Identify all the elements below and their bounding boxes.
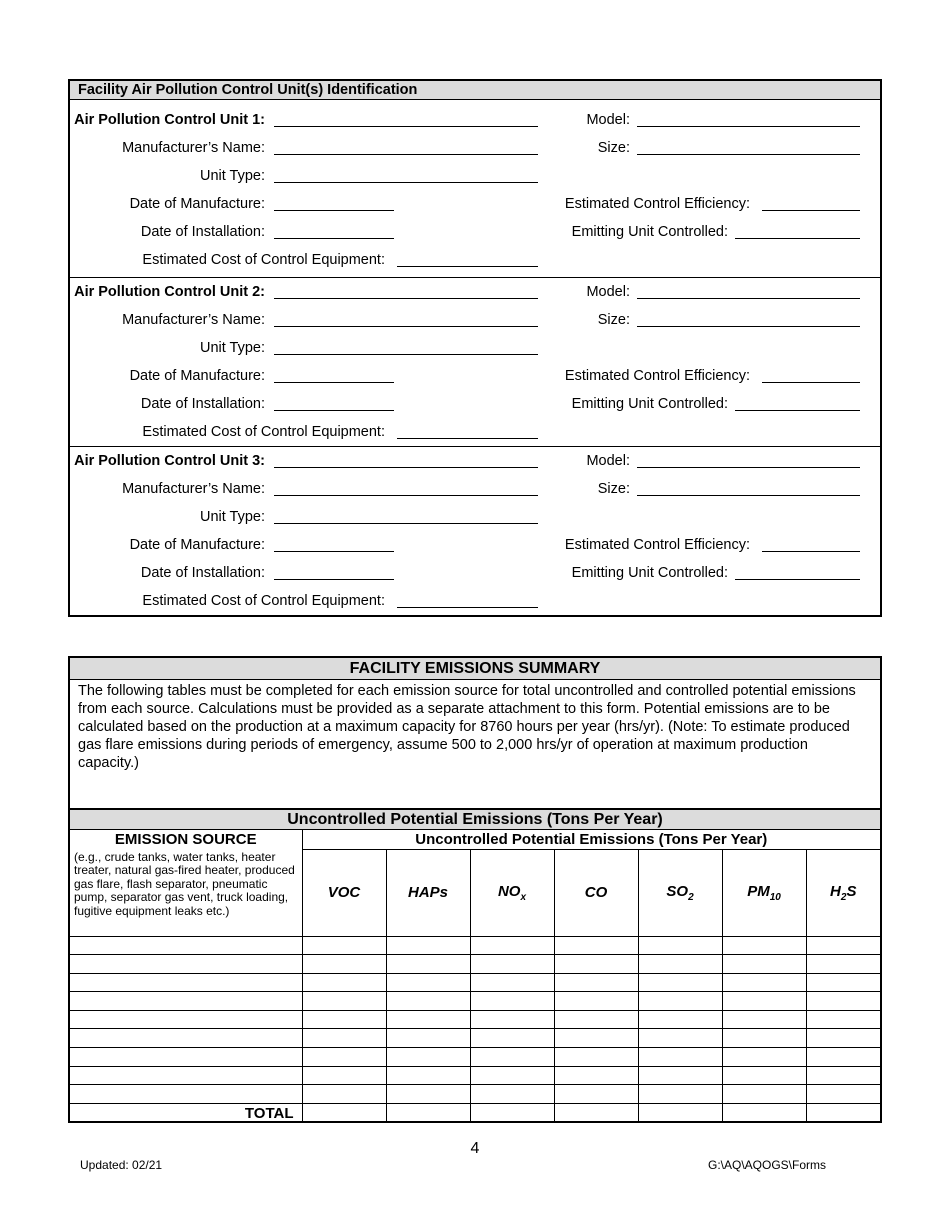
table-cell[interactable]	[554, 936, 638, 955]
size-label: Size:	[597, 140, 630, 156]
table-cell[interactable]	[470, 1066, 554, 1085]
pollutant-base: NO	[497, 882, 521, 900]
group-header: Uncontrolled Potential Emissions (Tons Per Year)	[302, 830, 880, 850]
table-cell[interactable]	[470, 1029, 554, 1048]
table-row	[70, 1048, 880, 1067]
uncontrolled-emissions-table	[70, 830, 880, 1123]
table-cell[interactable]	[386, 992, 470, 1011]
form-row	[70, 306, 880, 334]
total-cell[interactable]	[722, 1103, 806, 1123]
estimated-control-efficiency-label: Estimated Control Efficiency:	[564, 196, 750, 212]
table-cell[interactable]	[554, 973, 638, 992]
form-row	[70, 559, 880, 587]
table-row	[70, 973, 880, 992]
table-cell[interactable]	[302, 973, 386, 992]
estimated-cost-label: Estimated Cost of Control Equipment:	[142, 593, 385, 609]
emissions-summary-section	[68, 656, 882, 1123]
total-cell[interactable]	[638, 1103, 722, 1123]
estimated-cost-field[interactable]	[397, 422, 538, 439]
pollutant-tail: S	[846, 882, 857, 900]
table-cell[interactable]	[806, 1066, 880, 1085]
pollutant-subscript: 2	[840, 891, 847, 903]
table-row	[70, 1029, 880, 1048]
total-label: TOTAL	[70, 1103, 302, 1123]
table-cell[interactable]	[386, 1010, 470, 1029]
unit-name-label: Air Pollution Control Unit 3:	[74, 453, 265, 469]
table-cell[interactable]	[470, 1048, 554, 1067]
form-row	[70, 218, 880, 246]
emitting-unit-controlled-label: Emitting Unit Controlled:	[571, 565, 728, 581]
control-unit-identification-section	[68, 79, 882, 617]
table-cell[interactable]	[386, 1029, 470, 1048]
table-cell[interactable]	[638, 992, 722, 1011]
table-cell[interactable]	[554, 1085, 638, 1104]
table-cell[interactable]	[722, 992, 806, 1011]
table-cell[interactable]	[722, 1066, 806, 1085]
control-unit-3	[70, 446, 880, 615]
total-cell[interactable]	[470, 1103, 554, 1123]
form-row	[70, 246, 880, 274]
date-of-installation-field[interactable]	[274, 394, 394, 411]
date-of-manufacture-field[interactable]	[274, 194, 394, 211]
control-unit-1	[70, 100, 880, 277]
table-cell[interactable]	[722, 1010, 806, 1029]
table-cell[interactable]	[386, 1085, 470, 1104]
form-row	[70, 162, 880, 190]
updated-date: Updated: 02/21	[80, 1158, 163, 1172]
model-field[interactable]	[637, 451, 860, 468]
table-cell[interactable]	[554, 1029, 638, 1048]
estimated-control-efficiency-field[interactable]	[762, 194, 860, 211]
model-label: Model:	[586, 284, 630, 300]
pollutant-base: SO	[666, 882, 689, 900]
date-of-installation-label: Date of Installation:	[140, 396, 265, 412]
pollutant-header-haps	[386, 850, 470, 937]
table-cell[interactable]	[806, 1085, 880, 1104]
table-cell[interactable]	[638, 955, 722, 974]
emissions-table-title: Uncontrolled Potential Emissions (Tons Per Year)	[70, 808, 880, 830]
total-cell[interactable]	[806, 1103, 880, 1123]
table-cell[interactable]	[722, 936, 806, 955]
unit-type-field[interactable]	[274, 507, 538, 524]
pollutant-base: H	[830, 882, 841, 900]
estimated-cost-field[interactable]	[397, 591, 538, 608]
pollutant-subscript: 10	[769, 891, 781, 903]
form-row	[70, 503, 880, 531]
pollutant-header-so2	[638, 850, 722, 937]
table-cell[interactable]	[638, 1066, 722, 1085]
manufacturer-name-field[interactable]	[274, 310, 538, 327]
table-cell[interactable]	[70, 1029, 302, 1048]
table-row	[70, 1085, 880, 1104]
table-cell[interactable]	[638, 1029, 722, 1048]
table-cell[interactable]	[302, 955, 386, 974]
date-of-manufacture-label: Date of Manufacture:	[129, 196, 265, 212]
pollutant-header-co	[554, 850, 638, 937]
table-cell[interactable]	[70, 992, 302, 1011]
estimated-cost-field[interactable]	[397, 250, 538, 267]
table-cell[interactable]	[302, 936, 386, 955]
table-cell[interactable]	[722, 955, 806, 974]
emitting-unit-controlled-field[interactable]	[735, 222, 860, 239]
emission-source-description: (e.g., crude tanks, water tanks, heater treater, natural gas-fired heater, produced gas flare, flash separator, pneumatic pump, separator gas vent, truck loading, fugitive equipment leaks etc.)	[70, 850, 302, 937]
size-label: Size:	[597, 312, 630, 328]
table-cell[interactable]	[470, 955, 554, 974]
estimated-cost-label: Estimated Cost of Control Equipment:	[142, 252, 385, 268]
table-cell[interactable]	[722, 973, 806, 992]
unit-name-label: Air Pollution Control Unit 2:	[74, 284, 265, 300]
table-cell[interactable]	[806, 955, 880, 974]
table-cell[interactable]	[638, 1048, 722, 1067]
table-cell[interactable]	[806, 992, 880, 1011]
table-cell[interactable]	[470, 1010, 554, 1029]
size-field[interactable]	[637, 138, 860, 155]
table-cell[interactable]	[70, 1010, 302, 1029]
table-cell[interactable]	[70, 1048, 302, 1067]
pollutant-header-voc	[302, 850, 386, 937]
form-row	[70, 447, 880, 475]
table-cell[interactable]	[806, 936, 880, 955]
total-cell[interactable]	[554, 1103, 638, 1123]
estimated-control-efficiency-label: Estimated Control Efficiency:	[564, 537, 750, 553]
estimated-control-efficiency-field[interactable]	[762, 535, 860, 552]
model-field[interactable]	[637, 110, 860, 127]
table-cell[interactable]	[722, 1029, 806, 1048]
model-label: Model:	[586, 112, 630, 128]
table-cell[interactable]	[302, 1048, 386, 1067]
size-label: Size:	[597, 481, 630, 497]
unit-name-field[interactable]	[274, 110, 538, 127]
date-of-installation-label: Date of Installation:	[140, 565, 265, 581]
table-cell[interactable]	[638, 1010, 722, 1029]
table-cell[interactable]	[70, 936, 302, 955]
table-row	[70, 1066, 880, 1085]
manufacturer-name-field[interactable]	[274, 138, 538, 155]
form-row	[70, 587, 880, 615]
table-cell[interactable]	[302, 992, 386, 1011]
table-cell[interactable]	[806, 1048, 880, 1067]
table-cell[interactable]	[70, 973, 302, 992]
total-cell[interactable]	[386, 1103, 470, 1123]
file-path: G:\AQ\AQOGS\Forms	[707, 1158, 826, 1172]
table-cell[interactable]	[386, 1066, 470, 1085]
page-number: 4	[470, 1140, 480, 1157]
form-row	[70, 390, 880, 418]
table-cell[interactable]	[638, 973, 722, 992]
units-container	[70, 100, 880, 615]
unit-type-field[interactable]	[274, 338, 538, 355]
unit-name-label: Air Pollution Control Unit 1:	[74, 112, 265, 128]
estimated-control-efficiency-label: Estimated Control Efficiency:	[564, 368, 750, 384]
pollutant-header-nox	[470, 850, 554, 937]
date-of-installation-label: Date of Installation:	[140, 224, 265, 240]
table-cell[interactable]	[302, 1029, 386, 1048]
table-row	[70, 992, 880, 1011]
table-cell[interactable]	[386, 936, 470, 955]
table-cell[interactable]	[302, 1066, 386, 1085]
date-of-manufacture-field[interactable]	[274, 366, 394, 383]
pollutant-base: VOC	[327, 884, 361, 902]
form-row	[70, 134, 880, 162]
size-field[interactable]	[637, 310, 860, 327]
table-row	[70, 1010, 880, 1029]
emitting-unit-controlled-label: Emitting Unit Controlled:	[571, 396, 728, 412]
form-row	[70, 190, 880, 218]
unit-name-field[interactable]	[274, 451, 538, 468]
table-cell[interactable]	[470, 936, 554, 955]
table-cell[interactable]	[470, 992, 554, 1011]
table-cell[interactable]	[638, 1085, 722, 1104]
pollutant-header-h2s	[806, 850, 880, 937]
table-cell[interactable]	[386, 955, 470, 974]
pollutant-base: HAPs	[407, 884, 448, 902]
unit-type-label: Unit Type:	[199, 509, 265, 525]
table-cell[interactable]	[806, 1010, 880, 1029]
summary-instructions: The following tables must be completed for each emission source for total uncontrolled and controlled potential emissions from each source. Calculations must be provided as a separate attachment to this form. Potential emissions are to be calculated based on the production at a maximum capacity for 8760 hours per year (hrs/yr). (Note: To estimate produced gas flare emissions during periods of emergency, assume 500 to 2,000 hrs/yr of operation at maximum production capacity.)	[78, 683, 856, 771]
manufacturer-name-label: Manufacturer’s Name:	[122, 481, 265, 497]
emitting-unit-controlled-label: Emitting Unit Controlled:	[571, 224, 728, 240]
form-row	[70, 475, 880, 503]
form-row	[70, 106, 880, 134]
unit-type-field[interactable]	[274, 166, 538, 183]
date-of-installation-field[interactable]	[274, 563, 394, 580]
size-field[interactable]	[637, 479, 860, 496]
date-of-installation-field[interactable]	[274, 222, 394, 239]
table-cell[interactable]	[638, 936, 722, 955]
table-cell[interactable]	[470, 1085, 554, 1104]
table-cell[interactable]	[554, 1066, 638, 1085]
pollutant-header-pm10	[722, 850, 806, 937]
pollutant-base: PM	[747, 882, 770, 900]
table-cell[interactable]	[722, 1085, 806, 1104]
pollutant-base: CO	[584, 884, 608, 902]
summary-title: FACILITY EMISSIONS SUMMARY	[70, 658, 880, 680]
emitting-unit-controlled-field[interactable]	[735, 563, 860, 580]
date-of-manufacture-label: Date of Manufacture:	[129, 537, 265, 553]
form-row	[70, 418, 880, 446]
control-unit-2	[70, 277, 880, 446]
form-row	[70, 278, 880, 306]
estimated-cost-label: Estimated Cost of Control Equipment:	[142, 424, 385, 440]
unit-type-label: Unit Type:	[199, 340, 265, 356]
table-cell[interactable]	[554, 1010, 638, 1029]
table-cell[interactable]	[554, 955, 638, 974]
table-cell[interactable]	[470, 973, 554, 992]
table-cell[interactable]	[302, 1010, 386, 1029]
form-row	[70, 334, 880, 362]
table-cell[interactable]	[806, 1029, 880, 1048]
table-row	[70, 936, 880, 955]
date-of-manufacture-field[interactable]	[274, 535, 394, 552]
table-cell[interactable]	[386, 973, 470, 992]
model-label: Model:	[586, 453, 630, 469]
pollutant-subscript: 2	[688, 891, 694, 903]
table-cell[interactable]	[554, 992, 638, 1011]
emission-source-header: EMISSION SOURCE	[70, 830, 302, 850]
model-field[interactable]	[637, 282, 860, 299]
table-row	[70, 955, 880, 974]
pollutant-subscript: x	[520, 891, 527, 903]
total-cell[interactable]	[302, 1103, 386, 1123]
manufacturer-name-label: Manufacturer’s Name:	[122, 312, 265, 328]
table-cell[interactable]	[70, 1066, 302, 1085]
table-cell[interactable]	[70, 1085, 302, 1104]
table-cell[interactable]	[70, 955, 302, 974]
emitting-unit-controlled-field[interactable]	[735, 394, 860, 411]
table-cell[interactable]	[386, 1048, 470, 1067]
total-row	[70, 1103, 880, 1123]
form-row	[70, 531, 880, 559]
manufacturer-name-label: Manufacturer’s Name:	[122, 140, 265, 156]
estimated-control-efficiency-field[interactable]	[762, 366, 860, 383]
unit-name-field[interactable]	[274, 282, 538, 299]
table-cell[interactable]	[806, 973, 880, 992]
table-cell[interactable]	[554, 1048, 638, 1067]
date-of-manufacture-label: Date of Manufacture:	[129, 368, 265, 384]
table-cell[interactable]	[722, 1048, 806, 1067]
table-cell[interactable]	[302, 1085, 386, 1104]
manufacturer-name-field[interactable]	[274, 479, 538, 496]
form-row	[70, 362, 880, 390]
section-title: Facility Air Pollution Control Unit(s) Identification	[70, 81, 880, 100]
unit-type-label: Unit Type:	[199, 168, 265, 184]
